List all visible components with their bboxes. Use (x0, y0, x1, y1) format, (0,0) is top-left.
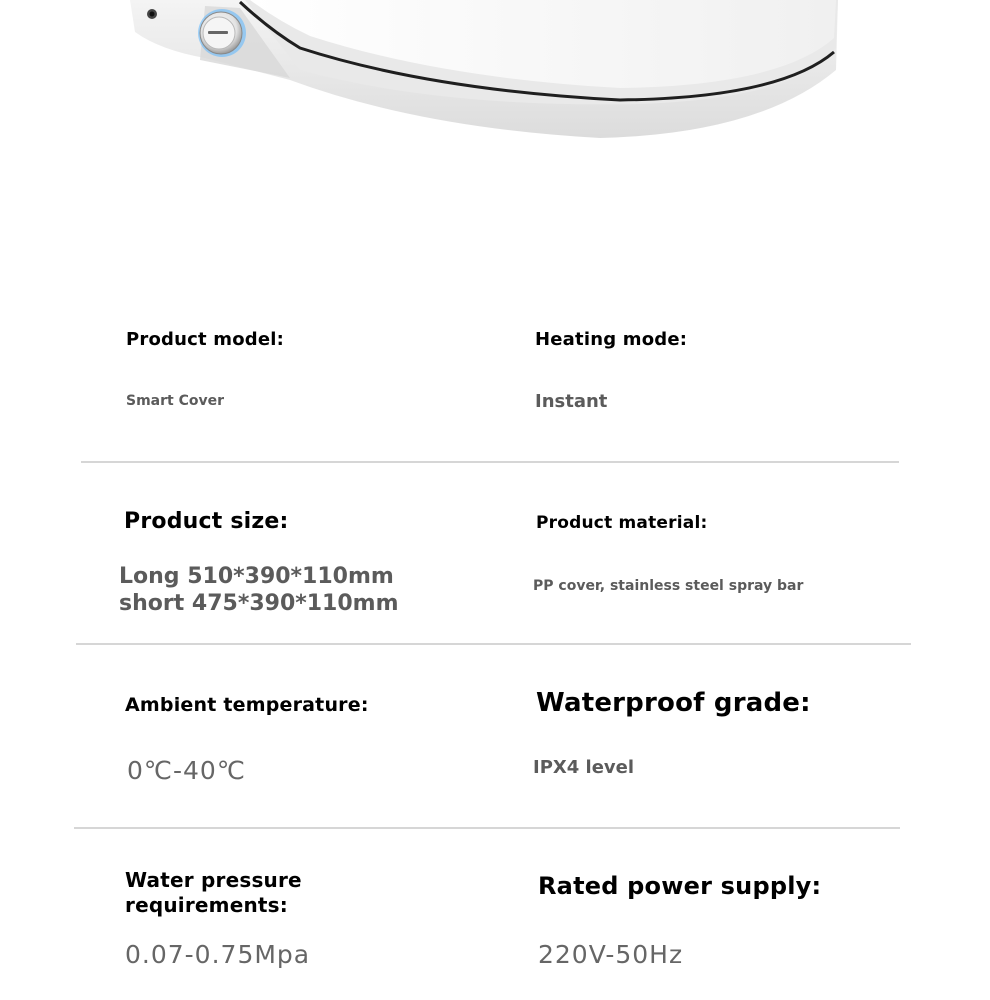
product-size-value-short: short 475*390*110mm (119, 591, 399, 616)
product-material-label: Product material: (536, 513, 708, 533)
product-size-value-long: Long 510*390*110mm (119, 564, 394, 589)
water-pressure-label-line2: requirements: (125, 893, 288, 917)
heating-mode-label: Heating mode: (535, 329, 688, 350)
row-divider (74, 827, 900, 829)
product-model-value: Smart Cover (126, 393, 225, 409)
product-image (0, 0, 990, 160)
water-pressure-value: 0.07-0.75Mpa (125, 940, 311, 969)
product-material-value: PP cover, stainless steel spray bar (533, 578, 804, 594)
waterproof-grade-value: IPX4 level (533, 757, 635, 778)
waterproof-grade-label: Waterproof grade: (536, 688, 811, 718)
rated-power-label: Rated power supply: (538, 872, 822, 900)
ambient-temperature-label: Ambient temperature: (125, 694, 369, 716)
product-size-label: Product size: (124, 509, 289, 534)
product-model-label: Product model: (126, 329, 285, 350)
water-pressure-label-line1: Water pressure (125, 868, 302, 892)
row-divider (81, 461, 899, 463)
row-divider (76, 643, 911, 645)
rated-power-value: 220V-50Hz (538, 940, 684, 969)
ambient-temperature-value: 0℃-40℃ (127, 756, 246, 785)
heating-mode-value: Instant (535, 391, 608, 412)
